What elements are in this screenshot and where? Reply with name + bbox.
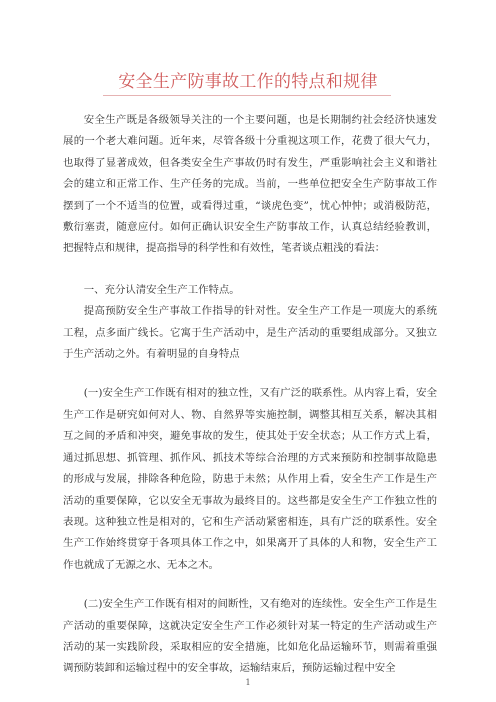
- document-title: 安全生产防事故工作的特点和规律: [118, 72, 378, 92]
- title-divider: [103, 95, 391, 96]
- document-body: [63, 110, 437, 680]
- paragraph-spacer: [63, 365, 437, 383]
- section-heading-1: 一、充分认清安全生产工作特点。: [83, 283, 240, 296]
- body-paragraph-3: (一)安全生产工作既有相对的独立性，又有广泛的联系性。从内容上看，安全生产工作是研究如何对人、物、自然界等实施控制，调整其相互关系，解决其相互之间的矛盾和冲突，避免事故的发生，使其处于安全状态；从工作方式上看，通过抓思想、抓管理、抓作风、抓技术等综合治理的方式来预防和控制事故隐患的形成与发展，排除各种危险，防患于未然；从作用上看，安全生产工作是生产活动的重要保障，它以安全无事故为最终目的。这些都是安全生产工作独立性的表现。这种独立性是相对的，它和生产活动紧密相连，具有广泛的联系性。安全生产工作始终贯穿于各项具体工作之中，如果离开了具体的人和物，安全生产工作也就成了无源之水、无本之木。: [63, 387, 437, 571]
- body-paragraph-2: 提高预防安全生产事故工作指导的针对性。安全生产工作是一项庞大的系统工程，点多面广线长。它寓于生产活动中，是生产活动的重要组成部分。又独立于生产活动之外。有着明显的自身特点: [63, 305, 437, 361]
- body-paragraph-4: (二)安全生产工作既有相对的间断性，又有绝对的连续性。安全生产工作是生产活动的重要保障，这就决定安全生产工作必须针对某一特定的生产活动或生产活动的某一实践阶段，采取相应的安全措施，比如危化品运输环节，则需着重强调预防装卸和运输过程中的安全事故，运输结束后，预防运输过程中安全: [63, 598, 437, 675]
- paragraph-spacer: [63, 576, 437, 594]
- page-number: 1: [245, 678, 251, 687]
- paragraph-spacer: [63, 260, 437, 280]
- body-paragraph-intro: 安全生产既是各级领导关注的一个主要问题，也是长期制约社会经济快速发展的一个老大难问题。近年来，尽管各级十分重视这项工作，花费了很大气力，也取得了显著成效，但各类安全生产事故仍时有发生，严重影响社会主义和谐社会的建立和正常工作、生产任务的完成。当前，一些单位把安全生产防事故工作摆到了一个不适当的位置，或看得过重，“谈虎色变”，忧心忡忡；或消极防范，敷衍塞责，随意应付。如何正确认识安全生产防事故工作，认真总结经验教训，把握特点和规律，提高指导的科学性和有效性，笔者谈点粗浅的看法：: [63, 114, 437, 255]
